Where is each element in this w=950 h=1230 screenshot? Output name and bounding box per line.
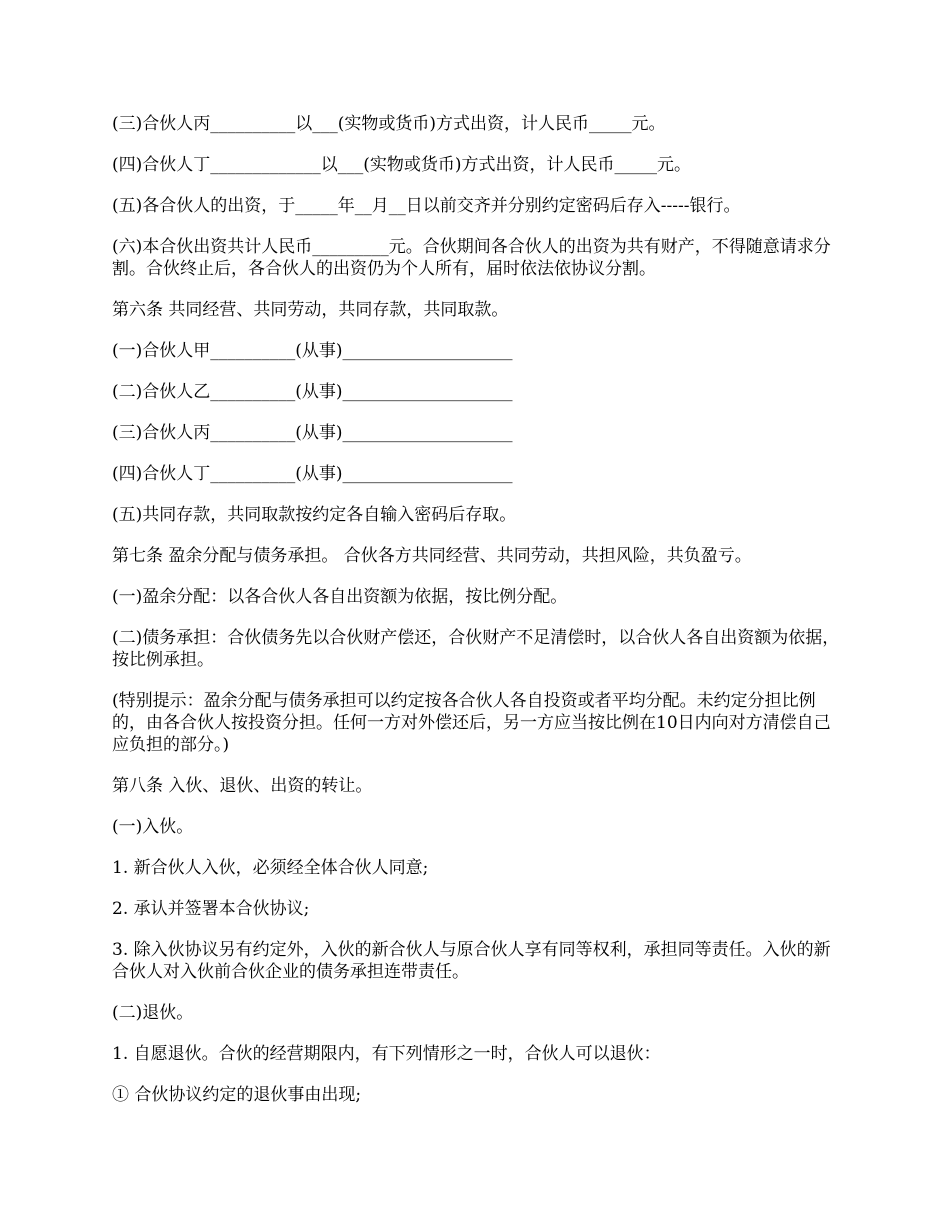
paragraph-contribution-ding: (四)合伙人丁_____________以___(实物或货币)方式出资，计人民币_____元。	[112, 155, 692, 175]
section-withdrawal-heading: (二)退伙。	[112, 1003, 194, 1023]
paragraph-duty-yi: (二)合伙人乙__________(从事)____________________	[112, 382, 513, 402]
document-body	[112, 113, 842, 1125]
article-six-heading: 第六条 共同经营、共同劳动，共同存款，共同取款。	[112, 300, 509, 320]
article-eight-heading: 第八条 入伙、退伙、出资的转让。	[112, 776, 373, 796]
paragraph-special-note: (特别提示：盈余分配与债务承担可以约定按各合伙人各自投资或者平均分配。未约定分担比例的，由各合伙人按投资分担。任何一方对外偿还后，另一方应当按比例在10日内向对方清偿自己应负担的部分。)	[112, 691, 831, 755]
section-admission-heading: (一)入伙。	[112, 817, 194, 837]
list-item-withdrawal-1: 1. 自愿退伙。合伙的经营期限内，有下列情形之一时，合伙人可以退伙：	[112, 1044, 661, 1064]
list-item-admission-2: 2. 承认并签署本合伙协议;	[112, 899, 310, 919]
paragraph-duty-jia: (一)合伙人甲__________(从事)____________________	[112, 341, 513, 361]
paragraph-duty-bing: (三)合伙人丙__________(从事)____________________	[112, 423, 513, 443]
paragraph-debt-bearing: (二)债务承担：合伙债务先以合伙财产偿还，合伙财产不足清偿时，以合伙人各自出资额为依据，按比例承担。	[112, 628, 840, 670]
paragraph-total-contribution: (六)本合伙出资共计人民币_________元。合伙期间各合伙人的出资为共有财产，不得随意请求分割。合伙终止后，各合伙人的出资仍为个人所有，届时依法依协议分割。	[112, 237, 831, 279]
paragraph-profit-distribution: (一)盈余分配：以各合伙人各自出资额为依据，按比例分配。	[112, 587, 568, 607]
article-seven-heading: 第七条 盈余分配与债务承担。 合伙各方共同经营、共同劳动，共担风险，共负盈亏。	[112, 546, 752, 566]
paragraph-joint-deposit: (五)共同存款，共同取款按约定各自输入密码后存取。	[112, 505, 517, 525]
paragraph-contribution-deposit: (五)各合伙人的出资，于_____年__月__日以前交齐并分别约定密码后存入-----银行。	[112, 196, 741, 216]
paragraph-duty-ding: (四)合伙人丁__________(从事)____________________	[112, 464, 513, 484]
paragraph-contribution-bing: (三)合伙人丙__________以___(实物或货币)方式出资，计人民币_____元。	[112, 114, 666, 134]
list-item-admission-1: 1. 新合伙人入伙，必须经全体合伙人同意;	[112, 858, 429, 878]
list-item-admission-3: 3. 除入伙协议另有约定外，入伙的新合伙人与原合伙人享有同等权利，承担同等责任。入伙的新合伙人对入伙前合伙企业的债务承担连带责任。	[112, 940, 831, 982]
list-item-withdrawal-1-a: ① 合伙协议约定的退伙事由出现;	[112, 1085, 362, 1105]
